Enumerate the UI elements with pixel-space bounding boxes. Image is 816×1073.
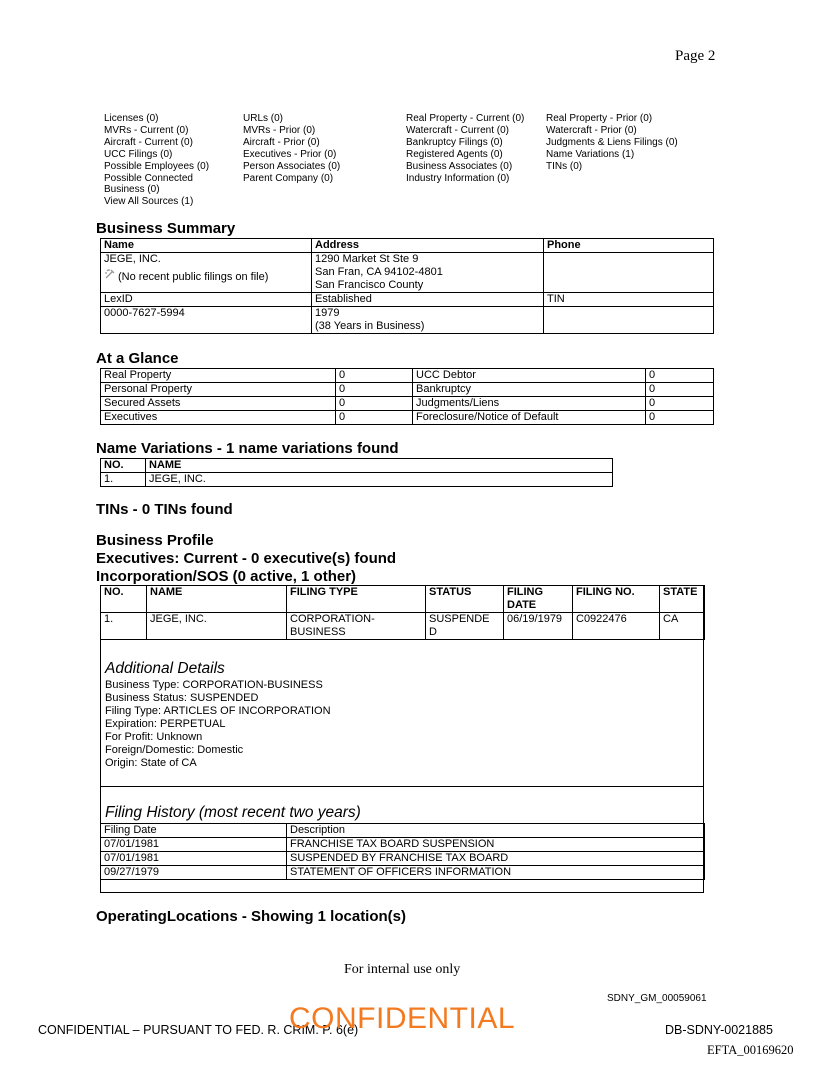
address-line-1: 1290 Market St Ste 9 — [315, 253, 419, 265]
filing-history-heading: Filing History (most recent two years) — [105, 804, 361, 821]
history-desc: STATEMENT OF OFFICERS INFORMATION — [287, 866, 705, 880]
corp-status: SUSPENDE D — [426, 613, 504, 640]
col-status-header: STATUS — [426, 586, 504, 613]
db-number: DB-SDNY-0021885 — [665, 1023, 773, 1037]
glance-value: 0 — [646, 369, 714, 383]
col-name-header: NAME — [146, 459, 613, 473]
business-profile-heading: Business Profile — [96, 532, 214, 549]
source-link[interactable]: Aircraft - Prior (0) — [243, 136, 320, 148]
source-link[interactable]: Possible Employees (0) — [104, 160, 210, 172]
name-variations-table — [100, 458, 613, 487]
source-link[interactable]: URLs (0) — [243, 113, 284, 124]
glance-label: Bankruptcy — [413, 383, 646, 397]
glance-value: 0 — [336, 411, 413, 425]
glance-value: 0 — [646, 411, 714, 425]
phone-cell — [544, 253, 714, 293]
name-variations-heading: Name Variations - 1 name variations found — [96, 440, 399, 457]
additional-details-list — [105, 679, 331, 770]
source-link[interactable]: Aircraft - Current (0) — [104, 136, 193, 148]
history-date: 09/27/1979 — [101, 866, 287, 880]
business-name-cell — [101, 253, 312, 293]
history-desc-header: Description — [287, 824, 705, 838]
glance-label: Personal Property — [101, 383, 336, 397]
tins-heading: TINs - 0 TINs found — [96, 501, 233, 518]
detail-line: Business Type: CORPORATION-BUSINESS — [105, 679, 323, 691]
corp-filing-type: CORPORATION- BUSINESS — [287, 613, 426, 640]
col-filing-no-header: FILING NO. — [573, 586, 660, 613]
sources-column-3 — [406, 113, 524, 184]
address-cell — [312, 253, 544, 293]
page-number: Page 2 — [675, 48, 716, 64]
history-date: 07/01/1981 — [101, 852, 287, 866]
col-state-header: STATE — [660, 586, 705, 613]
col-no-header: NO. — [101, 459, 146, 473]
address-line-3: San Francisco County — [315, 279, 424, 291]
source-link[interactable]: Business (0) — [104, 184, 160, 196]
sources-column-2 — [243, 113, 340, 184]
efta-number: EFTA_00169620 — [707, 1043, 794, 1057]
source-link[interactable]: Watercraft - Current (0) — [406, 124, 509, 136]
table-row — [101, 473, 613, 487]
lexid-value: 0000-7627-5994 — [101, 307, 312, 334]
source-link[interactable]: MVRs - Prior (0) — [243, 124, 316, 136]
glance-row — [101, 369, 714, 383]
source-link[interactable]: Industry Information (0) — [406, 172, 510, 184]
source-link[interactable]: View All Sources (1) — [104, 196, 194, 208]
source-link[interactable]: Judgments & Liens Filings (0) — [546, 136, 678, 148]
sources-column-4 — [546, 113, 678, 173]
source-link[interactable]: TINs (0) — [546, 160, 583, 172]
detail-line: Business Status: SUSPENDED — [105, 692, 259, 704]
col-no-header: NO. — [101, 586, 147, 613]
glance-label: Judgments/Liens — [413, 397, 646, 411]
operating-locations-heading: OperatingLocations - Showing 1 location(s) — [96, 908, 407, 925]
detail-line: Origin: State of CA — [105, 757, 197, 769]
at-a-glance-heading: At a Glance — [96, 350, 179, 367]
info-icon — [104, 268, 118, 284]
col-name-header: Name — [101, 239, 312, 253]
col-name-header: NAME — [147, 586, 287, 613]
established-cell — [312, 307, 544, 334]
source-link[interactable]: Real Property - Current (0) — [406, 113, 525, 124]
additional-details-heading: Additional Details — [105, 660, 225, 677]
established-year: 1979 — [315, 307, 340, 319]
glance-label: Secured Assets — [101, 397, 336, 411]
corp-name: JEGE, INC. — [147, 613, 287, 640]
years-in-business: (38 Years in Business) — [315, 320, 425, 332]
history-date-header: Filing Date — [101, 824, 287, 838]
variation-name: JEGE, INC. — [146, 473, 613, 487]
business-summary-table — [100, 238, 714, 334]
detail-line: For Profit: Unknown — [105, 731, 203, 743]
corp-state: CA — [660, 613, 705, 640]
glance-value: 0 — [336, 383, 413, 397]
filing-history-table — [100, 823, 705, 880]
history-desc: FRANCHISE TAX BOARD SUSPENSION — [287, 838, 705, 852]
detail-line: Expiration: PERPETUAL — [105, 718, 226, 730]
executives-heading: Executives: Current - 0 executive(s) found — [96, 550, 397, 567]
row-number: 1. — [101, 473, 146, 487]
col-filing-date-header: FILING DATE — [504, 586, 573, 613]
confidential-notice: CONFIDENTIAL – PURSUANT TO FED. R. CRIM. P. 6(e) — [38, 1023, 359, 1037]
source-link[interactable]: Real Property - Prior (0) — [546, 113, 653, 124]
tin-label: TIN — [544, 293, 714, 307]
source-link[interactable]: Watercraft - Prior (0) — [546, 124, 637, 136]
detail-line: Foreign/Domestic: Domestic — [105, 744, 244, 756]
business-name: JEGE, INC. — [104, 253, 161, 265]
glance-label: Foreclosure/Notice of Default — [413, 411, 646, 425]
glance-row — [101, 411, 714, 425]
confidential-watermark: CONFIDENTIAL — [289, 1002, 516, 1035]
incorporation-table — [100, 585, 705, 640]
corp-filing-date: 06/19/1979 — [504, 613, 573, 640]
glance-value: 0 — [646, 383, 714, 397]
table-row — [101, 852, 705, 866]
detail-line: Filing Type: ARTICLES OF INCORPORATION — [105, 705, 331, 717]
business-summary-heading: Business Summary — [96, 220, 236, 237]
section-divider — [101, 786, 703, 787]
at-a-glance-table — [100, 368, 714, 425]
source-link[interactable]: Licenses (0) — [104, 113, 159, 124]
glance-label: Executives — [101, 411, 336, 425]
source-link[interactable]: Bankruptcy Filings (0) — [406, 136, 503, 148]
source-link[interactable]: Name Variations (1) — [546, 148, 635, 160]
source-link[interactable]: Parent Company (0) — [243, 172, 334, 184]
col-address-header: Address — [312, 239, 544, 253]
no-filings-note: (No recent public filings on file) — [104, 268, 308, 284]
incorporation-heading: Incorporation/SOS (0 active, 1 other) — [96, 568, 357, 585]
lexid-label: LexID — [101, 293, 312, 307]
source-link[interactable]: Registered Agents (0) — [406, 148, 503, 160]
incorporation-box — [100, 585, 704, 893]
glance-value: 0 — [336, 397, 413, 411]
table-row — [101, 613, 705, 640]
sdny-stamp: SDNY_GM_00059061 — [607, 993, 707, 1004]
established-label: Established — [312, 293, 544, 307]
table-row — [101, 838, 705, 852]
glance-label: UCC Debtor — [413, 369, 646, 383]
address-line-2: San Fran, CA 94102-4801 — [315, 266, 443, 278]
tin-value — [544, 307, 714, 334]
glance-value: 0 — [646, 397, 714, 411]
col-filing-type-header: FILING TYPE — [287, 586, 426, 613]
glance-row — [101, 397, 714, 411]
glance-row — [101, 383, 714, 397]
source-link[interactable]: Possible Connected — [104, 172, 193, 184]
col-phone-header: Phone — [544, 239, 714, 253]
corp-filing-no: C0922476 — [573, 613, 660, 640]
source-link[interactable]: UCC Filings (0) — [104, 148, 173, 160]
row-number: 1. — [101, 613, 147, 640]
history-desc: SUSPENDED BY FRANCHISE TAX BOARD — [287, 852, 705, 866]
source-link[interactable]: Person Associates (0) — [243, 160, 341, 172]
table-row — [101, 866, 705, 880]
source-link[interactable]: Executives - Prior (0) — [243, 148, 337, 160]
glance-value: 0 — [336, 369, 413, 383]
sources-column-1 — [104, 113, 209, 208]
source-link[interactable]: Business Associates (0) — [406, 160, 513, 172]
internal-use-note: For internal use only — [344, 962, 461, 977]
source-link[interactable]: MVRs - Current (0) — [104, 124, 189, 136]
history-date: 07/01/1981 — [101, 838, 287, 852]
glance-label: Real Property — [101, 369, 336, 383]
